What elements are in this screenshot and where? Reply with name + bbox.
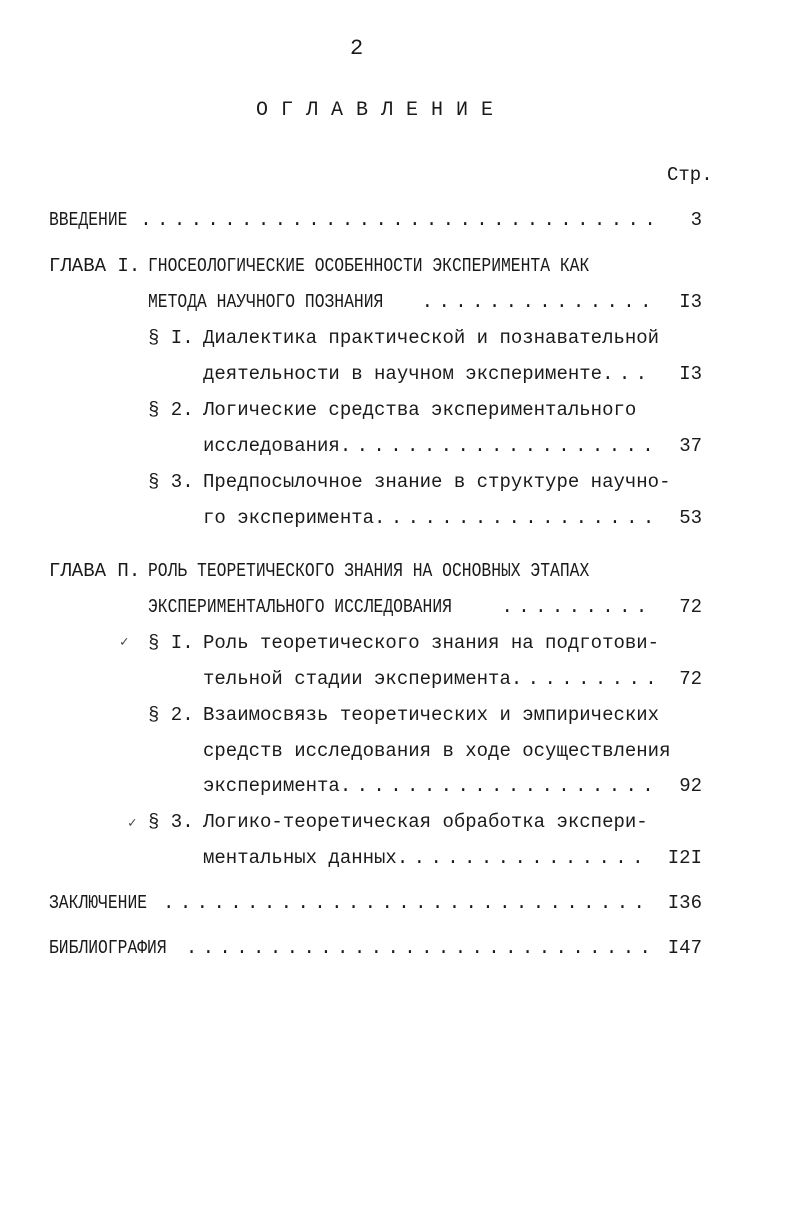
- chapter-1-prefix: ГЛАВА I.: [49, 255, 141, 277]
- toc-title: О Г Л А В Л Е Н И Е: [256, 99, 494, 122]
- leader-dots: [511, 670, 652, 689]
- handwritten-check-mark: ✓: [120, 635, 129, 651]
- ch2-s1-num: § I.: [148, 632, 194, 654]
- entry-page: I2I: [667, 847, 702, 869]
- entry-page: I3: [679, 291, 702, 313]
- leader-dots: [422, 293, 652, 312]
- ch2-s1-line2: тельной стадии эксперимента . . . 72: [203, 670, 702, 689]
- handwritten-check-mark: ✓: [128, 816, 137, 832]
- entry-label: ВВЕДЕНИЕ: [49, 209, 128, 231]
- ch1-s3-line2: го эксперимента . . . 53: [203, 509, 702, 528]
- ch1-s2-line2: исследования . . . 37: [203, 437, 702, 456]
- entry-page: I3: [679, 363, 702, 385]
- entry-page: 92: [679, 775, 702, 797]
- page-number: 2: [350, 36, 364, 61]
- ch2-s1-line1: Роль теоретического знания на подготови-: [203, 632, 660, 654]
- ch2-s2-line2: средств исследования в ходе осуществления: [203, 740, 671, 762]
- chapter-1-title-line2: МЕТОДА НАУЧНОГО ПОЗНАНИЯ . . . I3: [148, 293, 702, 312]
- leader-dots: [602, 365, 652, 384]
- leader-dots: [186, 939, 652, 958]
- chapter-2-title-line2: ЭКСПЕРИМЕНТАЛЬНОГО ИССЛЕДОВАНИЯ . . . 72: [148, 598, 702, 617]
- toc-entry-intro: [49, 211, 702, 230]
- toc-entry-conclusion: [49, 894, 702, 913]
- ch1-s3-line1: Предпосылочное знание в структуре научно-: [203, 471, 671, 493]
- entry-label: ЗАКЛЮЧЕНИЕ: [49, 892, 148, 914]
- ch1-s3-num: § 3.: [148, 471, 194, 493]
- entry-page: I47: [667, 937, 702, 959]
- ch1-s2-line1: Логические средства экспериментального: [203, 399, 637, 421]
- leader-dots: [163, 894, 652, 913]
- ch1-s1-line2: деятельности в научном эксперименте . . . I3: [203, 365, 702, 384]
- entry-page: 37: [679, 435, 702, 457]
- page-column-header: Стр.: [667, 164, 713, 186]
- leader-dots: [501, 598, 652, 617]
- entry-page: 53: [679, 507, 702, 529]
- chapter-2-title-line1: РОЛЬ ТЕОРЕТИЧЕСКОГО ЗНАНИЯ НА ОСНОВНЫХ ЭТАПАХ: [148, 560, 590, 582]
- ch2-s2-line1: Взаимосвязь теоретических и эмпирических: [203, 704, 660, 726]
- entry-page: 3: [690, 209, 702, 231]
- ch1-s2-num: § 2.: [148, 399, 194, 421]
- ch2-s3-line2: ментальных данных . . . I2I: [203, 849, 702, 868]
- chapter-2-prefix: ГЛАВА П.: [49, 560, 141, 582]
- entry-page: 72: [679, 668, 702, 690]
- leader-dots: [397, 849, 652, 868]
- ch2-s3-num: § 3.: [148, 811, 194, 833]
- toc-entry-bibliography: [49, 939, 702, 958]
- ch2-s2-num: § 2.: [148, 704, 194, 726]
- leader-dots: [140, 211, 652, 230]
- leader-dots: [340, 437, 652, 456]
- entry-label: БИБЛИОГРАФИЯ: [49, 937, 167, 959]
- ch2-s3-line1: Логико-теоретическая обработка экспери-: [203, 811, 648, 833]
- ch1-s1-num: § I.: [148, 327, 194, 349]
- leader-dots: [374, 509, 652, 528]
- ch1-s1-line1: Диалектика практической и познавательной: [203, 327, 660, 349]
- leader-dots: [340, 777, 652, 796]
- chapter-1-title-line1: ГНОСЕОЛОГИЧЕСКИЕ ОСОБЕННОСТИ ЭКСПЕРИМЕНТА КАК: [148, 255, 590, 277]
- entry-page: 72: [679, 596, 702, 618]
- entry-page: I36: [667, 892, 702, 914]
- ch2-s2-line3: эксперимента . . . 92: [203, 777, 702, 796]
